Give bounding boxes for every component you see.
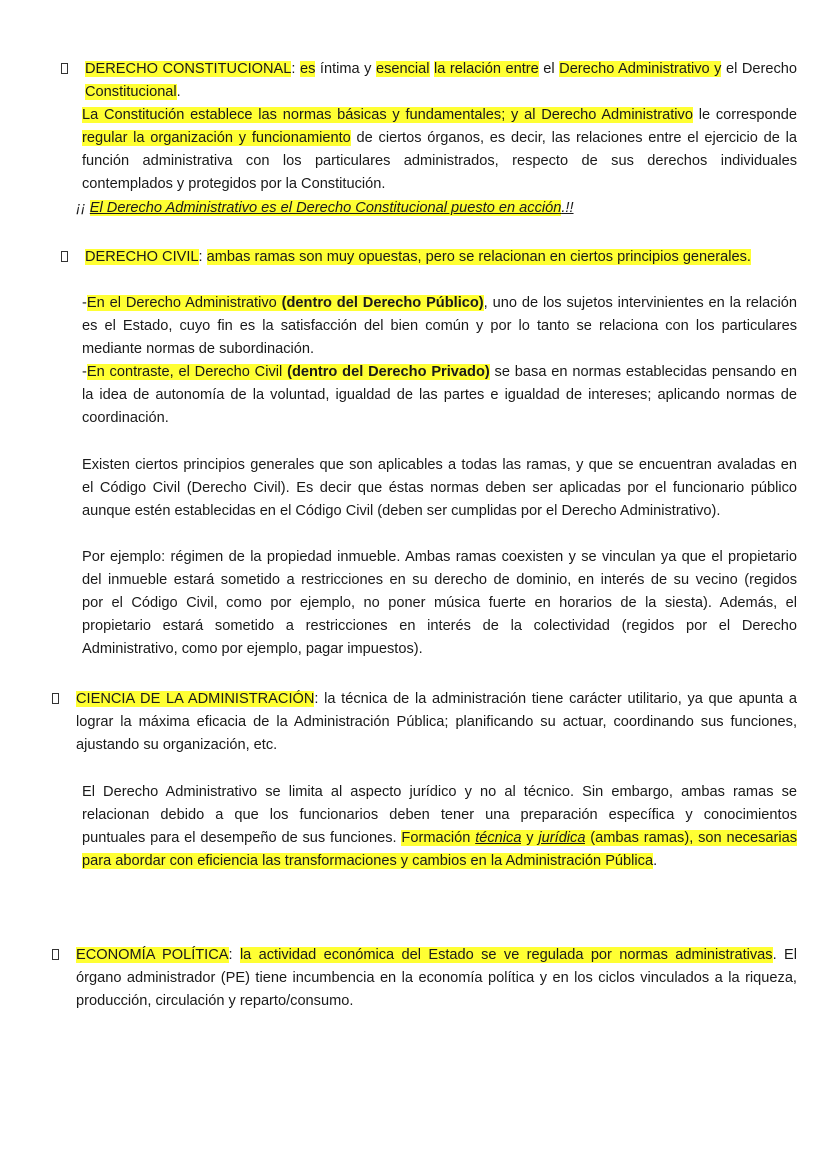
paragraph-line: coordinación. xyxy=(82,410,169,426)
paragraph-line: lograr la máxima eficacia de la Administración Pública; planificando su actuar, coordinando sus funciones, xyxy=(76,714,797,730)
paragraph-line: puntuales para el desempeño de sus funciones. Formación técnica y jurídica (ambas ramas), son necesarias xyxy=(82,830,798,846)
bullet-icon xyxy=(61,251,68,262)
section-heading-economia: ECONOMÍA POLÍTICA: la actividad económica del Estado se ve regulada por normas administrativas. El xyxy=(76,947,797,963)
paragraph-line: la idea de autonomía de la voluntad, igualdad de las partes e igualdad de intereses; aplicando normas de xyxy=(82,387,797,403)
heading-title: DERECHO CONSTITUCIONAL xyxy=(85,61,292,77)
paragraph-line: relacionan debido a que los funcionarios deben tener una preparación específica y conocimientos xyxy=(82,807,797,823)
section-heading-ciencia: CIENCIA DE LA ADMINISTRACIÓN: la técnica de la administración tiene carácter utilitario, ya que apunta a xyxy=(76,691,797,707)
paragraph-line: regular la organización y funcionamiento de ciertos órganos, es decir, las relaciones entre el ejercicio de la xyxy=(82,130,797,146)
paragraph-line: producción, circulación y reparto/consumo. xyxy=(76,993,354,1009)
paragraph-line: mediante normas de subordinación. xyxy=(82,341,315,357)
paragraph-line: contemplados y protegidos por la Constitución. xyxy=(82,176,386,192)
paragraph-line: función administrativa con los particulares administrados, respecto de sus derechos individuales xyxy=(82,153,797,169)
paragraph-line: -En contraste, el Derecho Civil (dentro del Derecho Privado) se basa en normas establecidas pensando en xyxy=(82,364,797,380)
paragraph-line: El Derecho Administrativo se limita al aspecto jurídico y no al técnico. Sin embargo, ambas ramas se xyxy=(82,784,797,800)
bullet-icon xyxy=(52,693,59,704)
paragraph-line: -En el Derecho Administrativo (dentro del Derecho Público), uno de los sujetos intervinientes en la relación xyxy=(82,295,797,311)
highlighted-quote: ¡¡ El Derecho Administrativo es el Derecho Constitucional puesto en acción.!! xyxy=(76,200,574,216)
paragraph-line: es el Estado, cuyo fin es la satisfacción del bien común y por lo tanto se relaciona con los particulares xyxy=(82,318,797,334)
paragraph-line: del inmueble estará sometido a restricciones en su derecho de dominio, en interés de su vecino (regidos xyxy=(82,572,797,588)
section-heading-civil: DERECHO CIVIL: ambas ramas son muy opuestas, pero se relacionan en ciertos principios generales. xyxy=(85,249,751,265)
paragraph-line: por el Código Civil, como por ejemplo, no poner música fuerte en horarios de la siesta). Además, el xyxy=(82,595,797,611)
paragraph-line: propietario estará sometido a restricciones en interés de la colectividad (regidos por el Derecho xyxy=(82,618,797,634)
bullet-icon xyxy=(61,63,68,74)
paragraph-line: aunque estén establecidas en el Código Civil (deben ser cumplidas por el Derecho Administrativo). xyxy=(82,503,721,519)
paragraph-line: Por ejemplo: régimen de la propiedad inmueble. Ambas ramas coexisten y se vinculan ya que el propietario xyxy=(82,549,797,565)
paragraph-line: Administrativo, como por ejemplo, pagar impuestos). xyxy=(82,641,423,657)
heading-title: CIENCIA DE LA ADMINISTRACIÓN xyxy=(76,691,315,707)
paragraph-line: La Constitución establece las normas básicas y fundamentales; y al Derecho Administrativo le corresponde xyxy=(82,107,797,123)
bullet-icon xyxy=(52,949,59,960)
paragraph-line: órgano administrador (PE) tiene incumbencia en la economía política y en los ciclos vinculados a la riqueza, xyxy=(76,970,797,986)
heading-continuation: Constitucional. xyxy=(85,84,181,100)
paragraph-line: ajustando su organización, etc. xyxy=(76,737,278,753)
paragraph-line: para abordar con eficiencia las transformaciones y cambios en la Administración Pública. xyxy=(82,853,658,869)
section-heading-constitucional: DERECHO CONSTITUCIONAL: es íntima y esencial la relación entre el Derecho Administrativo y el Derecho xyxy=(85,61,797,77)
heading-title: DERECHO CIVIL xyxy=(85,249,199,265)
paragraph-line: Existen ciertos principios generales que son aplicables a todas las ramas, y que se encuentran avaladas en xyxy=(82,457,797,473)
heading-title: ECONOMÍA POLÍTICA xyxy=(76,947,229,963)
paragraph-line: el Código Civil (Derecho Civil). Es decir que éstas normas deben ser aplicadas por el funcionario público xyxy=(82,480,797,496)
